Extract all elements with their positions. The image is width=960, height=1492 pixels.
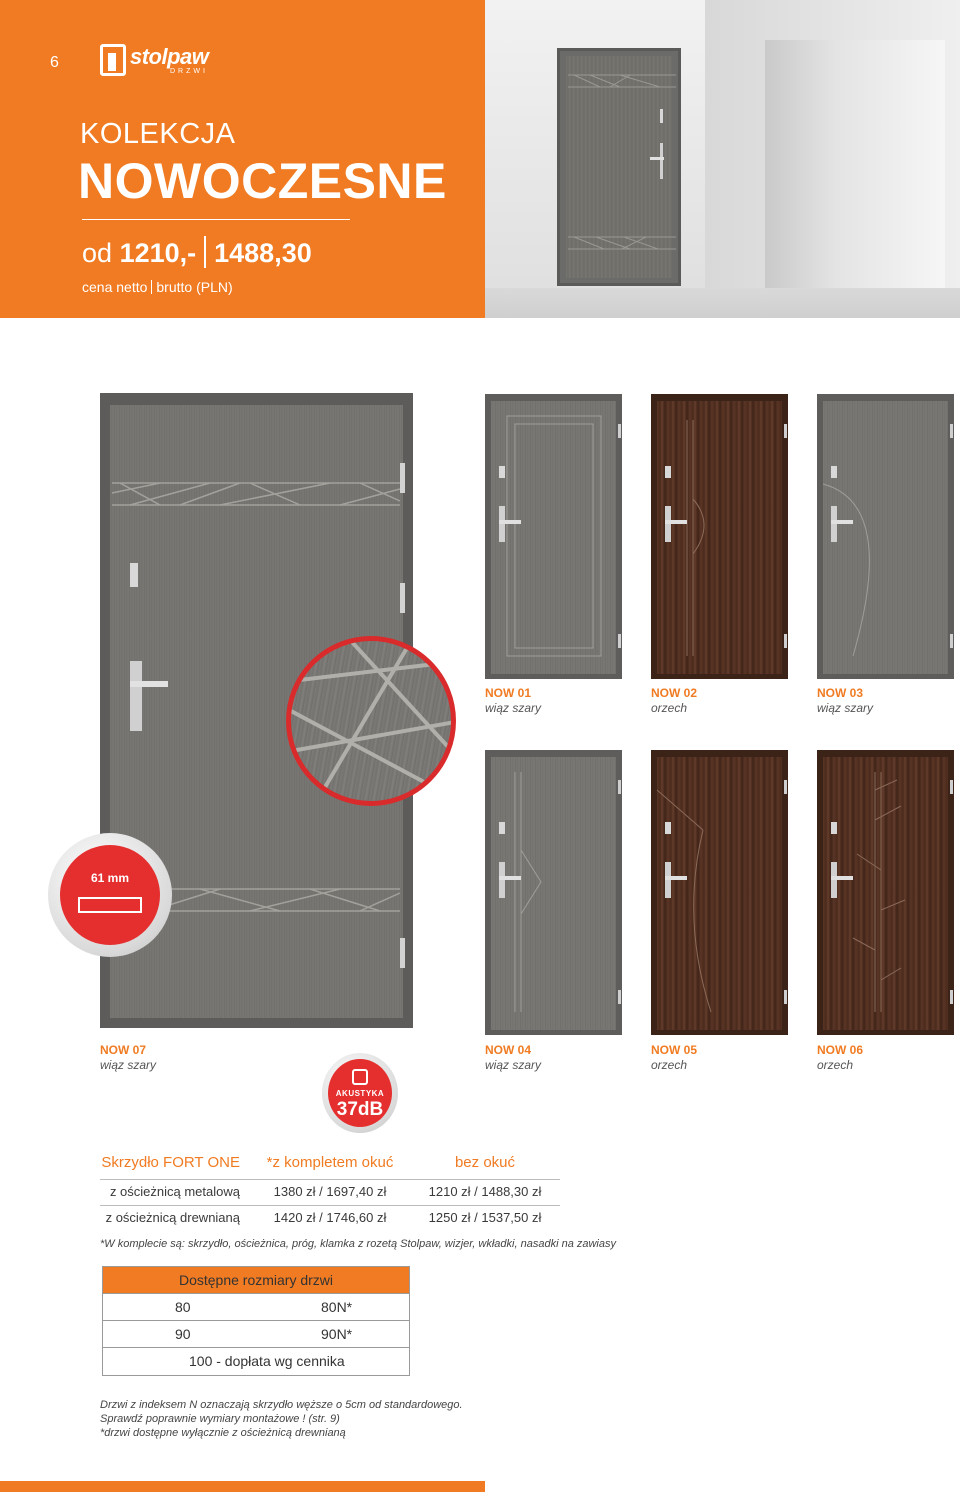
logo-subtext: DRZWI xyxy=(170,68,208,75)
acoustic-label: AKUSTYKA xyxy=(335,1089,385,1098)
lock xyxy=(831,822,837,834)
price-cell: 1420 zł / 1746,60 zł xyxy=(273,1210,387,1225)
price-cell: 1210 zł / 1488,30 zł xyxy=(428,1184,542,1199)
price-line xyxy=(82,236,312,269)
floor xyxy=(485,288,960,318)
sizes-title: Dostępne rozmiary drzwi xyxy=(103,1267,409,1294)
footnote: *drzwi dostępne wyłącznie z ościeżnicą drewnianą xyxy=(100,1427,346,1439)
price-gross: 1488,30 xyxy=(214,238,312,268)
door-code: NOW 01 xyxy=(485,686,532,700)
brand-logo xyxy=(100,44,218,78)
size-narrow: 80N* xyxy=(321,1299,353,1315)
door-finish: wiąz szary xyxy=(817,701,874,715)
lock xyxy=(665,466,671,478)
hinge xyxy=(784,990,787,1004)
hinge xyxy=(618,990,621,1004)
price-net: 1210,- xyxy=(119,238,197,268)
hero-photo xyxy=(485,0,960,318)
door-now-01[interactable] xyxy=(485,394,622,679)
hinge xyxy=(950,424,953,438)
table-row xyxy=(100,1206,560,1232)
thickness-badge xyxy=(48,833,172,957)
size-standard: 80 xyxy=(175,1299,191,1315)
lock xyxy=(499,466,505,478)
table-row xyxy=(103,1321,409,1348)
header-cell: *z kompletem okuć xyxy=(266,1154,394,1171)
price-table xyxy=(100,1152,560,1232)
hinge xyxy=(618,424,621,438)
door-finish: wiąz szary xyxy=(100,1058,157,1072)
door-now-04[interactable] xyxy=(485,750,622,1035)
door-now-05-pattern xyxy=(651,750,788,1035)
hinge xyxy=(950,634,953,648)
door-now-05[interactable] xyxy=(651,750,788,1035)
collection-title: NOWOCZESNE xyxy=(78,153,447,209)
door-now-01-pattern xyxy=(485,394,622,679)
door-code: NOW 03 xyxy=(817,686,864,700)
caption-separator xyxy=(151,280,152,294)
caption-now-01 xyxy=(485,686,541,716)
door-finish: orzech xyxy=(651,701,688,715)
price-caption-gross: brutto (PLN) xyxy=(156,279,233,295)
handle xyxy=(831,520,853,524)
hinge xyxy=(950,990,953,1004)
lock xyxy=(831,466,837,478)
hinge xyxy=(784,780,787,794)
price-prefix: od xyxy=(82,238,113,268)
handle-plate xyxy=(831,862,837,898)
header-cell: Skrzydło FORT ONE xyxy=(101,1154,240,1171)
wall-niche xyxy=(765,40,945,318)
hero-door xyxy=(557,48,681,286)
acoustic-badge xyxy=(322,1053,398,1133)
hero-door-pattern xyxy=(560,51,684,289)
caption-now-03 xyxy=(817,686,873,716)
row-label: z ościeżnicą drewnianą xyxy=(105,1210,240,1225)
price-cell: 1380 zł / 1697,40 zł xyxy=(273,1184,387,1199)
door-code: NOW 06 xyxy=(817,1043,864,1057)
header-cell: bez okuć xyxy=(454,1154,516,1171)
table-row xyxy=(103,1294,409,1321)
hinge xyxy=(618,780,621,794)
price-caption xyxy=(82,279,233,295)
footnotes xyxy=(100,1398,463,1440)
door-code: NOW 02 xyxy=(651,686,698,700)
hinge xyxy=(618,634,621,648)
door-finish: wiąz szary xyxy=(485,701,542,715)
size-standard: 90 xyxy=(175,1326,191,1342)
size-narrow: 90N* xyxy=(321,1326,353,1342)
speaker-icon xyxy=(352,1069,368,1085)
thickness-value: 61 mm xyxy=(90,871,130,885)
lock xyxy=(499,822,505,834)
door-finish: wiąz szary xyxy=(485,1058,542,1072)
caption-now-06 xyxy=(817,1043,863,1073)
handle-plate xyxy=(831,506,837,542)
collection-label: KOLEKCJA xyxy=(80,118,236,150)
handle xyxy=(665,520,687,524)
door-finish: orzech xyxy=(817,1058,854,1072)
thickness-badge-inner xyxy=(60,845,160,945)
acoustic-value: 37dB xyxy=(336,1099,384,1120)
caption-now-02 xyxy=(651,686,697,716)
door-now-03-pattern xyxy=(817,394,954,679)
handle xyxy=(831,876,853,880)
door-now-06-pattern xyxy=(817,750,954,1035)
bottom-accent-bar xyxy=(0,1481,485,1492)
handle-plate xyxy=(665,506,671,542)
sizes-table xyxy=(102,1266,410,1376)
table-row xyxy=(103,1348,409,1375)
handle-plate xyxy=(665,862,671,898)
hinge xyxy=(784,634,787,648)
lock xyxy=(665,822,671,834)
handle xyxy=(665,876,687,880)
size-extra: 100 - dopłata wg cennika xyxy=(189,1353,345,1369)
door-code: NOW 05 xyxy=(651,1043,698,1057)
caption-now-05 xyxy=(651,1043,697,1073)
door-now-02[interactable] xyxy=(651,394,788,679)
page-number: 6 xyxy=(50,54,59,71)
door-now-02-pattern xyxy=(651,394,788,679)
handle-plate xyxy=(499,862,505,898)
price-table-header xyxy=(100,1152,560,1180)
footnote: Drzwi z indeksem N oznaczają skrzydło węższe o 5cm od standardowego. xyxy=(100,1399,463,1411)
handle xyxy=(499,520,521,524)
door-code: NOW 07 xyxy=(100,1043,147,1057)
logo-mark-icon xyxy=(100,44,126,76)
door-finish: orzech xyxy=(651,1058,688,1072)
acoustic-badge-inner xyxy=(328,1059,392,1127)
door-now-06[interactable] xyxy=(817,750,954,1035)
caption-now-04 xyxy=(485,1043,541,1073)
table-row xyxy=(100,1180,560,1206)
price-caption-net: cena netto xyxy=(82,279,148,295)
detail-zoom-circle xyxy=(286,636,456,806)
handle-plate xyxy=(499,506,505,542)
kit-note: *W komplecie są: skrzydło, ościeżnica, próg, klamka z rozetą Stolpaw, wizjer, wkładki, nasadki na zawiasy xyxy=(100,1238,616,1250)
door-now-03[interactable] xyxy=(817,394,954,679)
price-separator xyxy=(204,236,206,268)
caption-now-07 xyxy=(100,1043,156,1073)
zoom-pattern xyxy=(291,641,456,806)
logo-text: stolpaw xyxy=(130,44,209,69)
door-now-04-pattern xyxy=(485,750,622,1035)
handle xyxy=(499,876,521,880)
footnote: Sprawdź poprawnie wymiary montażowe ! (str. 9) xyxy=(100,1413,340,1425)
price-cell: 1250 zł / 1537,50 zł xyxy=(428,1210,542,1225)
door-code: NOW 04 xyxy=(485,1043,532,1057)
ruler-icon xyxy=(78,897,142,913)
row-label: z ościeżnicą metalową xyxy=(109,1184,240,1199)
hinge xyxy=(784,424,787,438)
title-divider xyxy=(82,219,350,220)
hinge xyxy=(950,780,953,794)
